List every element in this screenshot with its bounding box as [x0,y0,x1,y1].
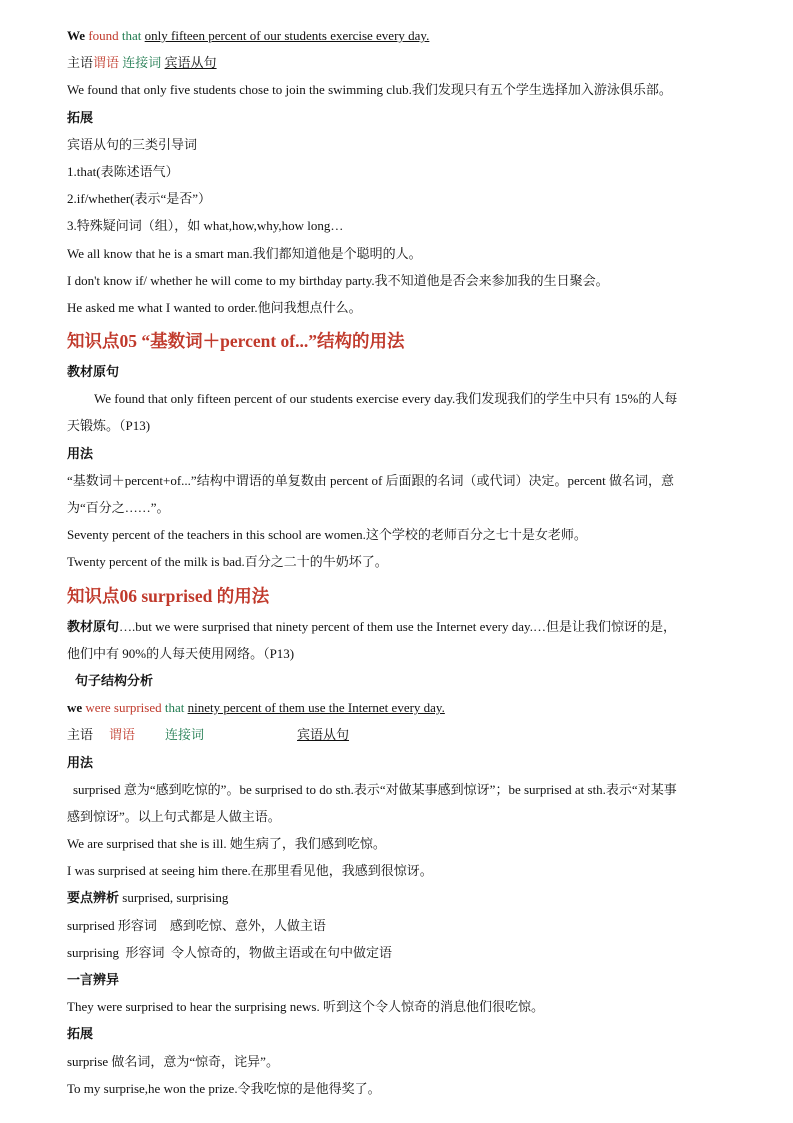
connective-word: that [121,28,142,43]
extension-item: surprise 做名词，意为“惊奇，诧异”。 [67,1053,279,1069]
label-object-clause: 宾语从句 [164,55,217,71]
example-sentence: I was surprised at seeing him there.在那里看见他，我感到很惊讶。 [67,863,433,879]
example-sentence: I don't know if/ whether he will come to my birthday party.我不知道他是否会来参加我的生日聚会。 [67,272,609,288]
compare-item: surprising 形容词 令人惊奇的，物做主语或在句中做定语 [67,944,393,960]
label-subject: 主语 [67,55,94,71]
source-sentence-cont: 他们中有 90%的人每天使用网络。（P13) [67,645,295,661]
analysis-labels [67,49,737,76]
extension-item: To my surprise,he won the prize.令我吃惊的是他得奖了。 [67,1080,381,1096]
label-predicate: 谓语 [93,55,120,71]
example-sentence: Twenty percent of the milk is bad.百分之二十的牛奶坏了。 [67,554,388,570]
source-title: 教材原句 [67,618,120,634]
extension-intro: 宾语从句的三类引导词 [67,136,198,152]
usage-text: “基数词＋percent+of...”结构中谓语的单复数由 percent of 后面跟的名词（或代词）决定。percent 做名词，意 [67,472,675,488]
guide-word-item: 2.if/whether(表示“是否”） [67,191,212,207]
object-clause: only fifteen percent of our students exercise every day. [144,28,430,43]
source-title: 教材原句 [67,364,120,380]
source-text: ….but we were surprised that ninety percent of them use the Internet every day.…但是让我们惊讶的是， [119,618,676,634]
example-sentence: We are surprised that she is ill. 她生病了，我们感到吃惊。 [67,836,386,852]
section-heading-kp05: 知识点05 “基数词＋percent of...”结构的用法 [67,331,405,352]
predicate-word: were surprised [85,700,162,716]
connective-word: that [164,700,185,716]
example-sentence: We found that only five students chose to join the swimming club.我们发现只有五个学生选择加入游泳俱乐部。 [67,82,672,98]
source-sentence [67,613,737,640]
section-heading-kp06: 知识点06 surprised 的用法 [67,585,270,606]
label-object-clause: 宾语从句 [297,727,350,743]
label-subject: 主语 [67,727,94,743]
one-sentence-title: 一言辨异 [67,972,120,987]
example-sentence: He asked me what I wanted to order.他问我想点什么。 [67,299,362,315]
source-sentence-cont: 天锻炼。（P13) [67,418,151,434]
compare-words: surprised, surprising [122,890,229,906]
object-clause: ninety percent of them use the Internet every day. [187,700,445,716]
analysis-labels [67,721,737,748]
document-page [67,22,737,1102]
example-sentence: Seventy percent of the teachers in this school are women.这个学校的老师百分之七十是女老师。 [67,527,587,543]
usage-text-cont: 为“百分之……”。 [67,500,170,515]
label-connective: 连接词 [165,727,205,743]
example-sentence: They were surprised to hear the surprising news. 听到这个令人惊奇的消息他们很吃惊。 [67,999,544,1015]
predicate-word: found [88,28,119,43]
usage-text-cont: 感到惊讶”。以上句式都是人做主语。 [67,808,281,824]
usage-title: 用法 [67,754,94,770]
compare-item: surprised 形容词 感到吃惊、意外，人做主语 [67,917,326,933]
extension-title: 拓展 [67,1026,94,1042]
compare-heading [67,884,737,911]
label-predicate: 谓语 [109,727,136,743]
subject-word: We [67,28,86,43]
example-sentence: We all know that he is a smart man.我们都知道他是个聪明的人。 [67,245,422,261]
label-connective: 连接词 [122,55,162,71]
analysis-sentence [67,694,737,721]
usage-text: surprised 意为“感到吃惊的”。be surprised to do sth.表示“对做某事感到惊讶”；be surprised at sth.表示“对某事 [73,781,677,797]
subject-word: we [67,700,83,716]
analysis-sentence [67,22,737,49]
compare-title: 要点辨析 [67,890,120,906]
guide-word-item: 1.that(表陈述语气） [67,163,179,179]
usage-title: 用法 [67,445,94,461]
guide-word-item: 3.特殊疑问词（组），如 what,how,why,how long… [67,218,344,234]
extension-title: 拓展 [67,109,94,125]
source-sentence: We found that only fifteen percent of our students exercise every day.我们发现我们的学生中只有 15%的人每 [94,391,678,407]
analysis-title: 句子结构分析 [75,672,154,688]
